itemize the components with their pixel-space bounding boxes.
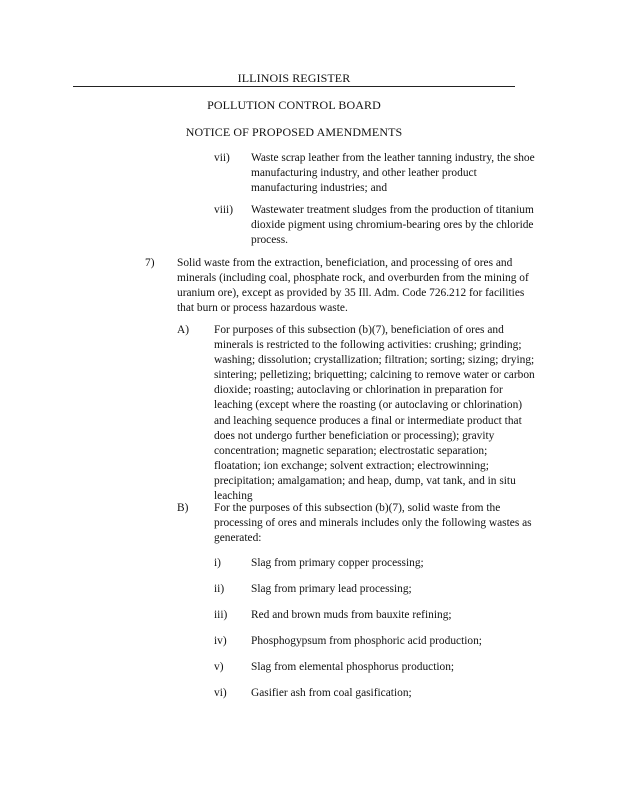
- subitem-label-ii: ii): [214, 583, 225, 595]
- subitem-label-iv: iv): [214, 635, 227, 647]
- board-title: POLLUTION CONTROL BOARD: [207, 98, 381, 112]
- subitem-label-v: v): [214, 661, 224, 673]
- subitem-text-i: Slag from primary copper processing;: [251, 557, 424, 569]
- subitem-text-ii: Slag from primary lead processing;: [251, 583, 412, 595]
- item-text-viii: Wastewater treatment sludges from the production of titanium dioxide pigment using chromium-bearing ores by the chloride process.: [251, 204, 534, 247]
- item-label-7: 7): [145, 257, 155, 269]
- subitem-label-iii: iii): [214, 609, 228, 621]
- item-text-7: Solid waste from the extraction, beneficiation, and processing of ores and minerals (including coal, phosphate rock, and overburden from the mining of uranium ore), except as provided by 35 Ill. Adm. Code 726.212 for facilities that burn or process hazardous waste.: [177, 257, 529, 315]
- header-rule: [73, 86, 515, 87]
- subitem-text-iv: Phosphogypsum from phosphoric acid production;: [251, 635, 482, 647]
- subitem-label-vi: vi): [214, 687, 227, 699]
- item-text-A: For purposes of this subsection (b)(7), beneficiation of ores and minerals is restricted to the following activities: crushing; grinding; washing; dissolution; crystallization; filtration; sorting; sizing; drying; sintering; pelletizing; briquetting; calcining to remove water or carbon dioxide; roasting; autoclaving or chlorination in preparation for leaching (except where the roasting (or autoclaving or chlorination) and leaching sequence produces a final or intermediate product that does not undergo further beneficiation or processing); gravity concentration; magnetic separation; electrostatic separation; floatation; ion exchange; solvent extraction; electrowinning; precipitation; amalgamation; and heap, dump, vat tank, and in situ leaching: [214, 324, 535, 503]
- item-label-A: A): [177, 324, 190, 336]
- item-label-vii: vii): [214, 152, 230, 164]
- item-label-B: B): [177, 502, 189, 514]
- register-title: ILLINOIS REGISTER: [237, 71, 351, 85]
- subitem-label-i: i): [214, 557, 221, 569]
- item-label-viii: viii): [214, 204, 233, 216]
- item-text-vii: Waste scrap leather from the leather tanning industry, the shoe manufacturing industry, and other leather product manufacturing industries; and: [251, 152, 535, 195]
- subitem-text-v: Slag from elemental phosphorus production;: [251, 661, 455, 673]
- item-text-B: For the purposes of this subsection (b)(7), solid waste from the processing of ores and minerals includes only the following wastes as generated:: [214, 502, 532, 545]
- subitem-text-iii: Red and brown muds from bauxite refining;: [251, 609, 452, 621]
- notice-title: NOTICE OF PROPOSED AMENDMENTS: [185, 125, 403, 139]
- subitem-text-vi: Gasifier ash from coal gasification;: [251, 687, 412, 699]
